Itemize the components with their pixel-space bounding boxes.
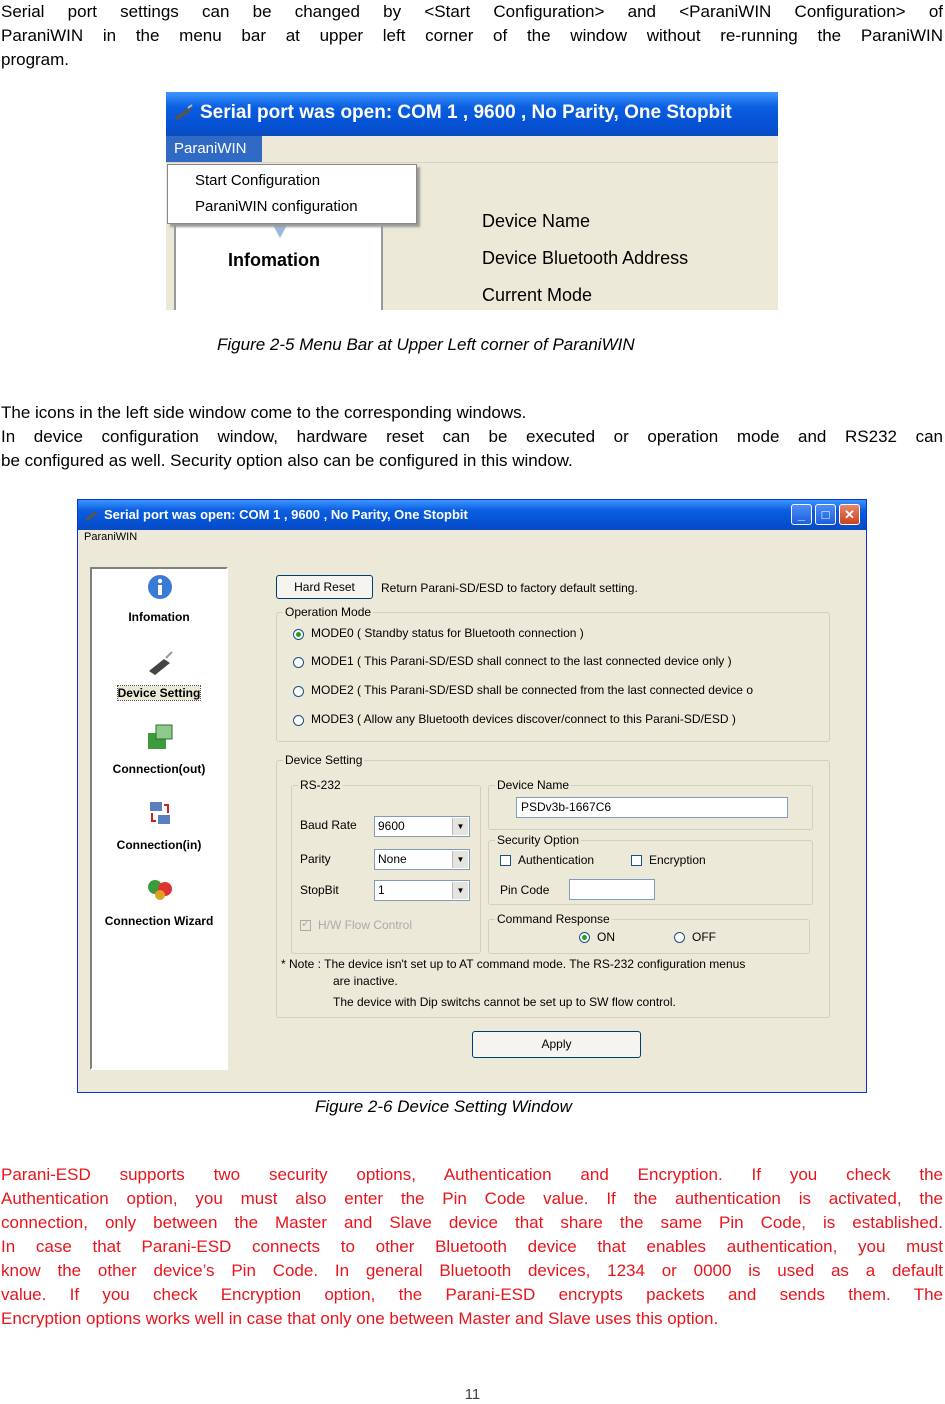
sidebar-label: Device Setting [117,686,201,700]
para3-line-7: Encryption options works well in case that only one between Master and Slave uses this option. [1,1309,719,1328]
hard-reset-description: Return Parani-SD/ESD to factory default setting. [381,581,638,595]
sidebar-item-connection-wizard[interactable] [92,914,226,928]
para3-line-1: Parani-ESD supports two security options, Authentication and Encryption. If you check the [1,1165,943,1184]
para3-line-2: Authentication option, you must also enter the Pin Code value. If the authentication is activated, the [1,1189,943,1208]
para2-line-3: be configured as well. Security option also can be configured in this window. [1,451,573,470]
hard-reset-button[interactable]: Hard Reset [276,575,373,599]
pin-code-input[interactable] [569,879,655,900]
intro-line-2: ParaniWIN in the menu bar at upper left corner of the window without re-running the ParaniWIN [1,26,943,45]
para2-line-1: The icons in the left side window come to the corresponding windows. [1,403,527,422]
note-line-2: are inactive. [333,974,398,988]
device-setting-icon [146,649,174,677]
parity-value: None [378,852,407,866]
command-response-off-label: OFF [692,930,716,944]
close-button[interactable]: ✕ [839,504,860,525]
menu-paraniwin[interactable]: ParaniWIN [166,136,262,162]
menu-item-start-configuration[interactable]: Start Configuration [195,172,321,189]
label-current-mode: Current Mode [482,285,593,305]
encryption-label: Encryption [649,853,706,867]
connection-wizard-icon [146,875,174,903]
hw-flow-control-label: H/W Flow Control [318,918,413,932]
para3-line-3: connection, only between the Master and Slave device that share the same Pin Code, is established. [1,1213,943,1232]
sidebar-label: Connection Wizard [104,914,214,928]
command-response-on-label: ON [597,930,615,944]
stopbit-select[interactable] [374,880,470,901]
intro-line-1: Serial port settings can be changed by <Start Configuration> and <ParaniWIN Configuration> of [1,2,943,21]
page-number: 11 [464,1386,481,1403]
info-icon [146,573,174,601]
device-name-input[interactable]: PSDv3b-1667C6 [516,797,788,818]
group-label: Device Setting [285,753,363,767]
sidebar-item-device-setting[interactable] [92,686,226,700]
label-device-name: Device Name [482,211,591,231]
para3-line-4: In case that Parani-ESD connects to other Bluetooth device that enables authentication, you must [1,1237,943,1256]
intro-line-3: program. [1,50,70,69]
mode3-radio[interactable] [293,715,304,726]
mode3-label: MODE3 ( Allow any Bluetooth devices discover/connect to this Parani-SD/ESD ) [311,712,736,726]
menu-paraniwin[interactable]: ParaniWIN [84,531,138,543]
group-label: Security Option [497,833,580,847]
paragraph-2 [1,401,943,473]
mode2-radio[interactable] [293,686,304,697]
command-response-group [488,912,810,954]
para2-line-2: In device configuration window, hardware reset can be executed or operation mode and RS232 can [1,427,943,446]
command-response-off-radio[interactable] [674,932,685,943]
mode1-label: MODE1 ( This Parani-SD/ESD shall connect to the last connected device only ) [311,654,732,668]
mode2-label: MODE2 ( This Parani-SD/ESD shall be connected from the last connected device o [311,683,753,697]
encryption-checkbox[interactable] [631,855,642,866]
group-label: Device Name [497,778,570,792]
baud-rate-select[interactable] [374,816,470,837]
operation-mode-group [276,605,830,742]
command-response-on-radio[interactable] [579,932,590,943]
title-bar [166,92,778,136]
device-setting-group [276,753,830,1018]
figure-caption-2-5: Figure 2-5 Menu Bar at Upper Left corner of ParaniWIN [217,335,635,354]
label-device-bluetooth-address: Device Bluetooth Address [482,248,689,268]
serial-device-icon [84,508,100,522]
sidebar-item-infomation[interactable] [92,610,226,624]
chevron-down-icon: ▼ [452,851,468,868]
mode0-radio[interactable] [293,629,304,640]
pin-code-label: Pin Code [500,883,550,897]
note-line-3: The device with Dip switchs cannot be set up to SW flow control. [333,995,676,1009]
security-paragraph [1,1163,943,1331]
group-label: Operation Mode [285,605,372,619]
security-option-group [488,833,813,905]
connection-in-icon [146,799,174,827]
para3-line-6: value. If you check Encryption option, the Parani-ESD encrypts packets and sends them. The [1,1285,943,1304]
mode1-radio[interactable] [293,657,304,668]
group-label: Command Response [497,912,610,926]
device-name-group [488,778,813,830]
note-line-1: * Note : The device isn't set up to AT command mode. The RS-232 configuration menus [281,957,746,971]
sidebar-label: Connection(in) [116,838,202,852]
title-bar [78,500,866,530]
para3-line-5: know the other device’s Pin Code. In general Bluetooth devices, 1234 or 0000 is used as a default [1,1261,943,1280]
figure-device-setting-window [77,499,867,1093]
authentication-label: Authentication [518,853,595,867]
figure-menu-bar-screenshot [166,92,778,310]
stopbit-label: StopBit [300,883,339,897]
sidebar-item-infomation[interactable]: Infomation [228,250,320,270]
baud-rate-label: Baud Rate [300,818,357,832]
group-label: RS-232 [300,778,341,792]
sidebar-item-connection-in[interactable] [92,838,226,852]
connection-out-icon [146,723,174,751]
authentication-checkbox[interactable] [500,855,511,866]
intro-paragraph [1,0,943,72]
sidebar-label: Infomation [128,610,190,624]
sidebar-item-connection-out[interactable] [92,762,226,776]
hw-flow-control-checkbox[interactable] [300,920,311,931]
parity-label: Parity [300,852,331,866]
stopbit-value: 1 [378,883,385,897]
parity-select[interactable] [374,849,470,870]
chevron-down-icon: ▼ [452,818,468,835]
menu-bar [166,136,778,163]
paraniwin-dropdown [167,164,417,224]
baud-rate-value: 9600 [378,819,405,833]
sidebar-label: Connection(out) [112,762,206,776]
minimize-button[interactable]: _ [791,504,812,525]
sidebar [90,567,228,1070]
maximize-button[interactable]: □ [815,504,836,525]
apply-button[interactable]: Apply [472,1031,641,1058]
window-title: Serial port was open: COM 1 , 9600 , No Parity, One Stopbit [104,507,468,522]
figure-caption-2-6: Figure 2-6 Device Setting Window [315,1097,572,1116]
menu-item-paraniwin-configuration[interactable]: ParaniWIN configuration [195,198,358,215]
chevron-down-icon: ▼ [452,882,468,899]
window-title: Serial port was open: COM 1 , 9600 , No Parity, One Stopbit [200,102,732,123]
serial-device-icon [172,104,194,122]
rs232-group [291,778,481,954]
mode0-label: MODE0 ( Standby status for Bluetooth connection ) [311,626,584,640]
